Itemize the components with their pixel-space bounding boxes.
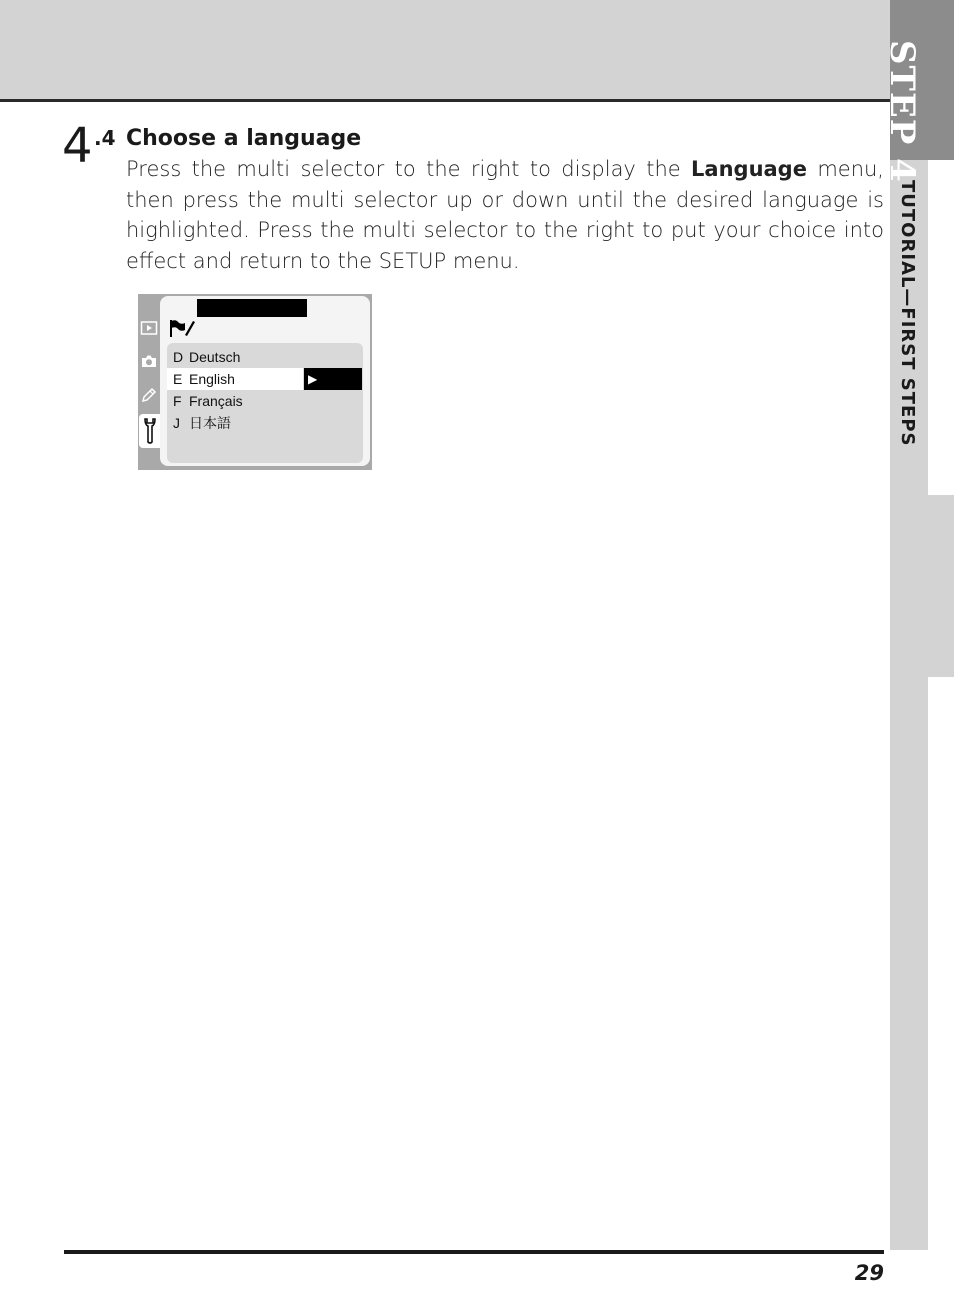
- language-code: E: [173, 371, 183, 387]
- chapter-tab-extension: [928, 495, 954, 677]
- language-name: English: [189, 371, 235, 387]
- page-number: 29: [854, 1261, 884, 1285]
- language-item-english[interactable]: [167, 368, 363, 390]
- instructions-part-1: Press the multi selector to the right to display the: [126, 157, 692, 181]
- header-band: [0, 0, 890, 100]
- language-code: F: [173, 393, 182, 409]
- step-number: 4: [62, 118, 93, 174]
- language-name: Deutsch: [189, 349, 241, 365]
- step-sub-number: .4: [94, 126, 116, 150]
- instructions-part-2: menu, then press the multi selector up or down until the desired language is highlighted. Press the multi selector to the right to put your choice into effect and return to the SETUP menu.: [126, 157, 884, 273]
- menu-title-bar: [197, 299, 307, 317]
- language-item-francais[interactable]: [167, 390, 363, 412]
- camera-lcd-screen: [138, 294, 372, 470]
- language-list: [167, 343, 363, 463]
- wrench-icon[interactable]: [139, 414, 160, 448]
- language-code: J: [173, 415, 180, 431]
- instructions-menu-name: Language: [691, 157, 807, 181]
- step-title: Choose a language: [126, 126, 362, 151]
- header-rule: [0, 99, 890, 102]
- footer-rule: [64, 1250, 884, 1254]
- menu-icon-column: [138, 294, 160, 470]
- chapter-label: TUTORIAL—FIRST STEPS: [897, 180, 918, 447]
- pencil-icon[interactable]: [140, 386, 158, 404]
- selection-highlight: [167, 368, 303, 390]
- language-name: Français: [189, 393, 243, 409]
- step-label: STEP 4: [882, 40, 922, 183]
- playback-icon[interactable]: [140, 319, 158, 337]
- select-arrow-icon: ▶: [308, 372, 318, 386]
- language-code: D: [173, 349, 184, 365]
- language-name: 日本語: [189, 415, 231, 431]
- language-flag-icon: [168, 317, 196, 339]
- camera-icon[interactable]: [140, 352, 158, 370]
- step-instructions: [126, 154, 884, 276]
- chapter-tab-gap: [928, 160, 954, 495]
- language-item-deutsch[interactable]: [167, 346, 363, 368]
- language-item-japanese[interactable]: [167, 412, 363, 434]
- select-arrow-box: [304, 368, 362, 390]
